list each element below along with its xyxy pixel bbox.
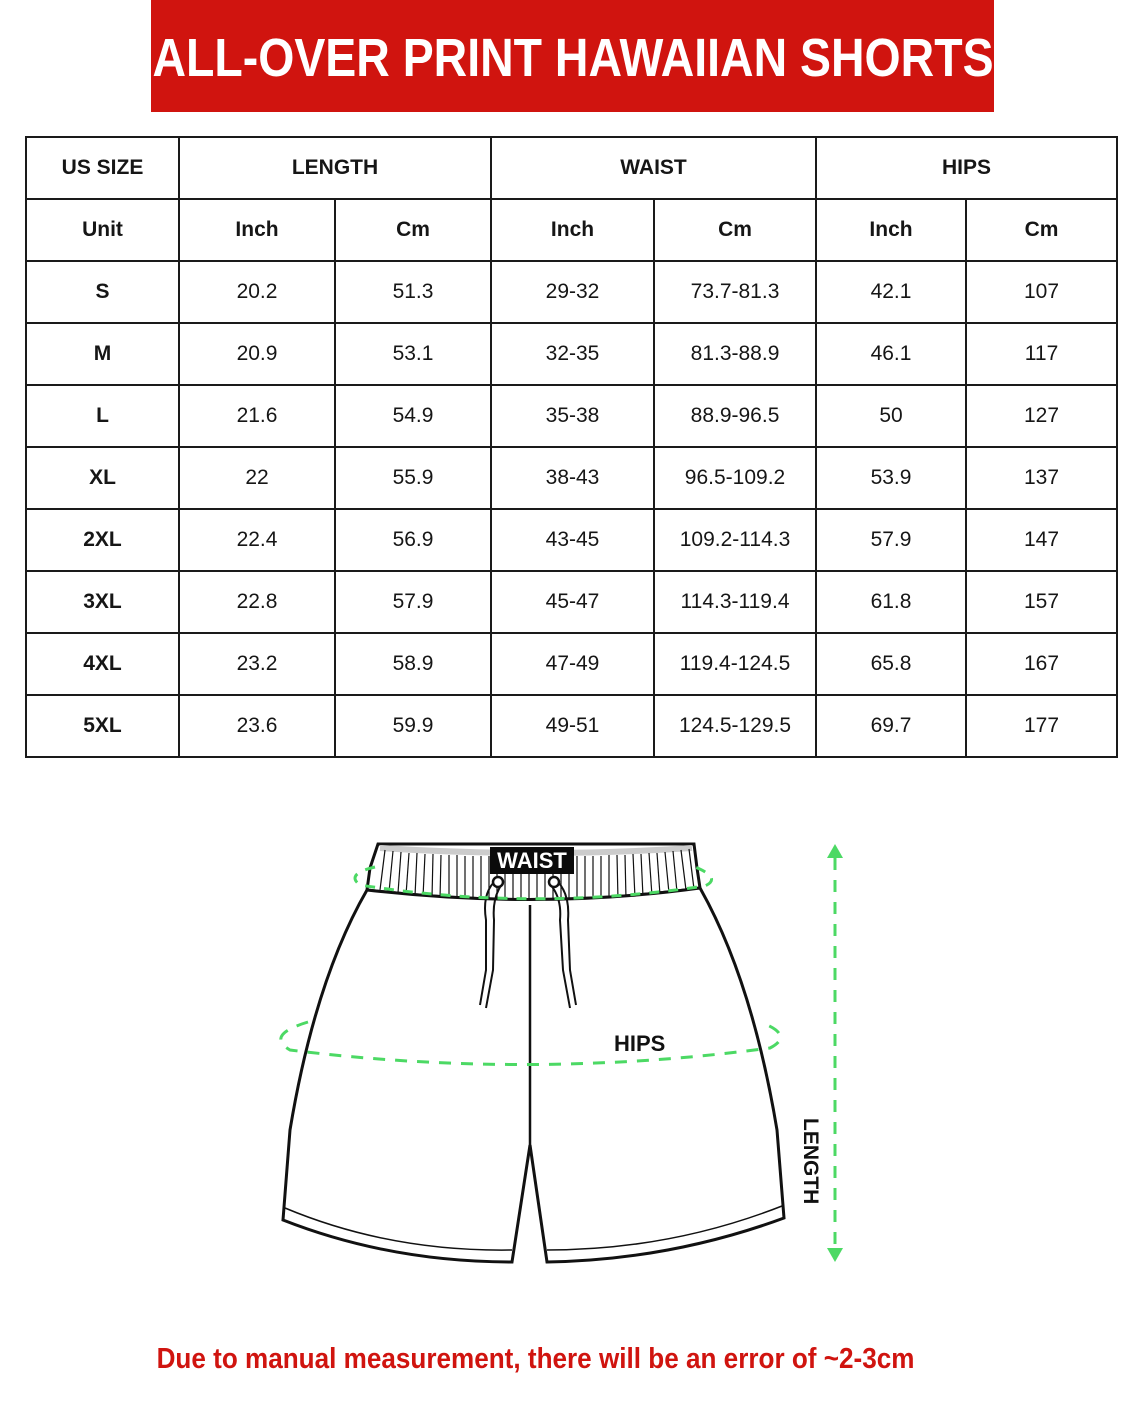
waist-inch-cell: 45-47 (491, 571, 654, 633)
hips-cm-cell: 137 (966, 447, 1117, 509)
waist-inch-cell: 35-38 (491, 385, 654, 447)
length-inch-cell: 23.6 (179, 695, 335, 757)
waist-cm-cell: 88.9-96.5 (654, 385, 816, 447)
header-hips: HIPS (816, 137, 1117, 199)
length-cm-cell: 53.1 (335, 323, 491, 385)
size-cell: 5XL (26, 695, 179, 757)
length-inch-cell: 20.9 (179, 323, 335, 385)
size-cell: S (26, 261, 179, 323)
waist-cm-cell: 96.5-109.2 (654, 447, 816, 509)
hips-inch-cell: 65.8 (816, 633, 966, 695)
table-row (26, 571, 1117, 633)
size-cell: 4XL (26, 633, 179, 695)
header-length-inch: Inch (179, 199, 335, 261)
header-waist-cm: Cm (654, 199, 816, 261)
hips-cm-cell: 127 (966, 385, 1117, 447)
hips-inch-cell: 57.9 (816, 509, 966, 571)
length-inch-cell: 22 (179, 447, 335, 509)
hips-cm-cell: 107 (966, 261, 1117, 323)
length-cm-cell: 59.9 (335, 695, 491, 757)
waist-label: WAIST (490, 847, 574, 874)
waist-inch-cell: 29-32 (491, 261, 654, 323)
header-waist: WAIST (491, 137, 816, 199)
length-inch-cell: 21.6 (179, 385, 335, 447)
size-cell: L (26, 385, 179, 447)
hips-cm-cell: 177 (966, 695, 1117, 757)
title-banner (151, 0, 994, 112)
size-chart-table (25, 136, 1118, 758)
table-row (26, 447, 1117, 509)
length-cm-cell: 56.9 (335, 509, 491, 571)
length-inch-cell: 20.2 (179, 261, 335, 323)
waist-cm-cell: 109.2-114.3 (654, 509, 816, 571)
length-cm-cell: 57.9 (335, 571, 491, 633)
hips-inch-cell: 42.1 (816, 261, 966, 323)
table-row (26, 261, 1117, 323)
page-title: ALL-OVER PRINT HAWAIIAN SHORTS (151, 28, 994, 88)
size-cell: 3XL (26, 571, 179, 633)
hips-inch-cell: 50 (816, 385, 966, 447)
length-cm-cell: 58.9 (335, 633, 491, 695)
waist-inch-cell: 43-45 (491, 509, 654, 571)
header-hips-inch: Inch (816, 199, 966, 261)
waist-inch-cell: 49-51 (491, 695, 654, 757)
table-row (26, 695, 1117, 757)
waist-cm-cell: 119.4-124.5 (654, 633, 816, 695)
length-inch-cell: 23.2 (179, 633, 335, 695)
size-cell: M (26, 323, 179, 385)
group-header-row (26, 137, 1117, 199)
hips-inch-cell: 46.1 (816, 323, 966, 385)
length-label: LENGTH (799, 1118, 822, 1205)
hips-inch-cell: 69.7 (816, 695, 966, 757)
waist-inch-cell: 38-43 (491, 447, 654, 509)
waist-inch-cell: 32-35 (491, 323, 654, 385)
table-row (26, 385, 1117, 447)
waist-inch-cell: 47-49 (491, 633, 654, 695)
size-cell: 2XL (26, 509, 179, 571)
shorts-measurement-diagram (250, 800, 890, 1305)
shorts-illustration-icon (250, 800, 890, 1305)
hips-inch-cell: 53.9 (816, 447, 966, 509)
length-cm-cell: 54.9 (335, 385, 491, 447)
header-us-size: US SIZE (26, 137, 179, 199)
length-cm-cell: 55.9 (335, 447, 491, 509)
hips-label: HIPS (614, 1031, 666, 1056)
measurement-disclaimer: Due to manual measurement, there will be an error of ~2-3cm (156, 1343, 915, 1375)
length-inch-cell: 22.8 (179, 571, 335, 633)
hips-inch-cell: 61.8 (816, 571, 966, 633)
header-length: LENGTH (179, 137, 491, 199)
unit-header-row (26, 199, 1117, 261)
size-cell: XL (26, 447, 179, 509)
header-unit: Unit (26, 199, 179, 261)
hips-cm-cell: 157 (966, 571, 1117, 633)
waist-cm-cell: 73.7-81.3 (654, 261, 816, 323)
waist-cm-cell: 114.3-119.4 (654, 571, 816, 633)
length-inch-cell: 22.4 (179, 509, 335, 571)
header-hips-cm: Cm (966, 199, 1117, 261)
table-row (26, 509, 1117, 571)
table-row (26, 323, 1117, 385)
hips-cm-cell: 147 (966, 509, 1117, 571)
header-waist-inch: Inch (491, 199, 654, 261)
table-row (26, 633, 1117, 695)
hips-cm-cell: 117 (966, 323, 1117, 385)
waist-cm-cell: 124.5-129.5 (654, 695, 816, 757)
length-cm-cell: 51.3 (335, 261, 491, 323)
header-length-cm: Cm (335, 199, 491, 261)
hips-cm-cell: 167 (966, 633, 1117, 695)
waist-cm-cell: 81.3-88.9 (654, 323, 816, 385)
